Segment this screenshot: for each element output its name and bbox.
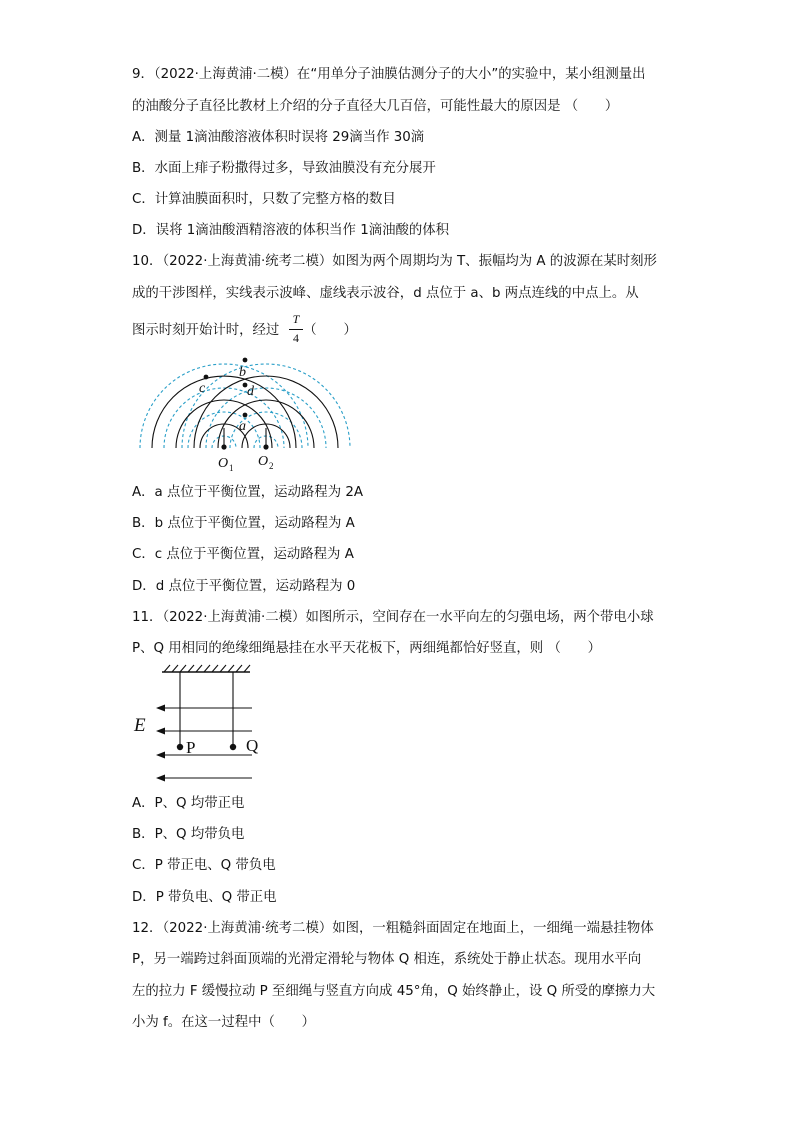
q11-option-b: B．P、Q 均带负电 [132, 827, 245, 842]
q9-line-1: 9．（2022·上海黄浦·二模）在“用单分子油膜估测分子的大小”的实验中，某小组测量出 [132, 67, 646, 82]
label-c: c [199, 381, 206, 396]
q9-option-c: C．计算油膜面积时，只数了完整方格的数目 [132, 192, 396, 207]
label-o1: O [218, 456, 229, 471]
q12-line-1: 12．（2022·上海黄浦·统考二模）如图，一粗糙斜面固定在地面上，一细绳一端悬挂物体 [132, 921, 654, 936]
label-e: E [134, 715, 146, 736]
field-lines [160, 708, 252, 778]
q12-line-3: 左的拉力 F 缓慢拉动 P 至细绳与竖直方向成 45°角，Q 始终静止，设 Q 所受的摩擦力大 [132, 984, 656, 999]
q10-option-c: C．c 点位于平衡位置，运动路程为 A [132, 547, 354, 562]
q10-line-3-bracket: （ ） [303, 323, 357, 338]
source-o1-dot [221, 444, 226, 449]
label-o2: O [258, 454, 269, 469]
label-b: b [239, 365, 246, 380]
point-b-dot [243, 358, 248, 363]
q10-line-1: 10．（2022·上海黄浦·统考二模）如图为两个周期均为 T、振幅均为 A 的波源在某时刻形 [132, 254, 657, 269]
q10-option-a: A．a 点位于平衡位置，运动路程为 2A [132, 485, 364, 500]
label-o1-sub: 1 [229, 463, 234, 473]
source-o2-dot [263, 444, 268, 449]
label-d: d [247, 384, 254, 399]
ball-p [177, 744, 183, 750]
q10-option-d: D．d 点位于平衡位置，运动路程为 0 [132, 579, 356, 594]
q11-option-a: A．P、Q 均带正电 [132, 796, 245, 811]
q10-line-2: 成的干涉图样，实线表示波峰、虚线表示波谷，d 点位于 a、b 两点连线的中点上。从 [132, 286, 639, 301]
point-c-dot [204, 375, 209, 380]
q9-option-d: D．误将 1滴油酸酒精溶液的体积当作 1滴油酸的体积 [132, 223, 450, 238]
label-a: a [239, 419, 246, 434]
q11-option-c: C．P 带正电、Q 带负电 [132, 858, 276, 873]
q11-line-2: P、Q 用相同的绝缘细绳悬挂在水平天花板下，两细绳都恰好竖直，则 （ ） [132, 641, 602, 656]
q10-line-3 [132, 322, 357, 340]
ball-q [230, 744, 236, 750]
field-arrowheads [156, 705, 165, 782]
label-o2-sub: 2 [269, 461, 274, 471]
fraction-numerator: T [292, 312, 300, 326]
interference-figure [128, 352, 364, 476]
point-a-dot [243, 413, 248, 418]
q11-line-1: 11．（2022·上海黄浦·二模）如图所示，空间存在一水平向左的匀强电场，两个带电小球 [132, 610, 654, 625]
electric-field-figure [132, 662, 272, 786]
label-q: Q [246, 736, 259, 755]
q10-line-3-text: 图示时刻开始计时，经过 [132, 323, 280, 338]
q11-option-d: D．P 带负电、Q 带正电 [132, 890, 277, 905]
fraction-denominator: 4 [293, 331, 299, 345]
q12-line-4: 小为 f。在这一过程中（ ） [132, 1015, 316, 1030]
q10-option-b: B．b 点位于平衡位置，运动路程为 A [132, 516, 355, 531]
q9-line-2: 的油酸分子直径比教材上介绍的分子直径大几百倍，可能性最大的原因是 （ ） [132, 99, 619, 114]
q9-option-b: B．水面上痱子粉撒得过多，导致油膜没有充分展开 [132, 161, 436, 176]
q12-line-2: P，另一端跨过斜面顶端的光滑定滑轮与物体 Q 相连，系统处于静止状态。现用水平向 [132, 952, 642, 967]
ceiling-hatch [164, 665, 250, 672]
label-p: P [186, 738, 196, 757]
q9-option-a: A．测量 1滴油酸溶液体积时误将 29滴当作 30滴 [132, 130, 425, 145]
fraction-bar [289, 329, 303, 330]
